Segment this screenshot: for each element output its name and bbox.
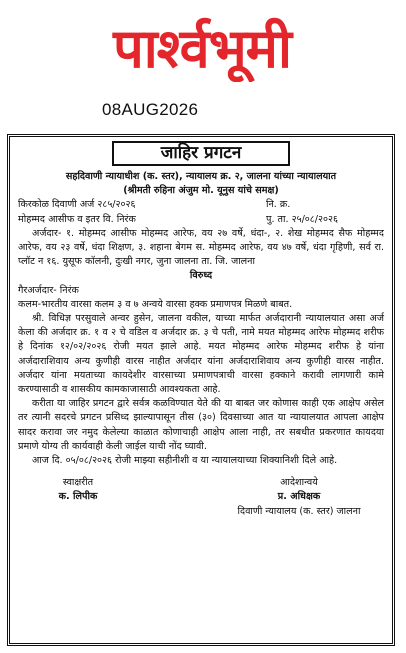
versus: विरुध्द: [189, 270, 213, 282]
section-line: कलम-भारतीय वारसा कलम ३ व ७ अन्वये वारसा हक्क प्रमाणपत्र मिळणे बाबत.: [18, 298, 293, 310]
judge-line: (श्रीमती रुहिना अंजुम मो. यूनुस यांचे समक्ष): [123, 185, 279, 197]
masthead: [0, 0, 406, 130]
newspaper-logo: पार्श्वभूमी: [113, 17, 291, 80]
case-number: किरकोळ दिवाणी अर्ज २८५/२०२६: [18, 199, 136, 211]
paragraph-3: आज दि. ०५/०८/२०२६ रोजी माझ्या सहीनीशी व या न्यायालयाच्या शिक्यानिशी दिले आहे.: [32, 455, 338, 467]
court-office: दिवाणी न्यायालय (क. स्तर) जालना: [237, 505, 361, 517]
respondent: गैरअर्जदार- निरंक: [18, 284, 79, 296]
case-row: [18, 198, 384, 212]
notice-title: जाहिर प्रगटन: [112, 141, 290, 166]
public-notice: [7, 134, 395, 646]
clerk-label: स्वाक्षरीत: [62, 477, 94, 489]
court-line: सहदिवाणी न्यायाधीश (क. स्तर), न्यायालय क्र. २, जालना यांच्या न्यायालयात: [65, 171, 337, 182]
superintendent-name: प्र. अधिक्षक: [277, 491, 321, 503]
clerk-signature: [18, 476, 138, 519]
exhibit-number: नि. क्र.: [266, 199, 291, 211]
signature-block: [18, 476, 384, 519]
parties: मोहम्मद आसीफ व इतर वि. निरंक: [18, 213, 136, 225]
order-label: आदेशान्वये: [280, 477, 318, 489]
clerk-name: क. लिपीक: [58, 491, 98, 503]
publication-date: 08AUG2026: [102, 100, 199, 119]
paragraph-2: करीता या जाहिर प्रगटन द्वारे सर्वत्र कळविण्यात येते की या बाबत जर कोणास काही एक आक्षेप असेल तर त्यानी सदरचे प्रगटन प्रसिध्द झाल्यापासून तीस (३०) दिवसाच्या आत या न्यायालयात आपला आक्षेप सादर करावा जर नमुद केलेल्या काळात कोणाचाही आक्षेप आला नाही, तर सबधीत प्रकरणात कायदया प्रमाणे योग्य ती कार्यवाही केली जाईल याची नोंद घ्यावी.: [18, 398, 384, 452]
superintendent-signature: [214, 476, 384, 519]
applicant-details: अर्जदार- १. मोहम्मद आसीफ मोहम्मद आरेफ, वय २७ वर्षे, धंदा-, २. शेख मोहम्मद सैफ मोहम्मद आरेफ, वय २३ वर्षे, धंदा शिक्षण, ३. शहाना बेगम स. मोहम्मद आरेफ, वय ४७ वर्षे, धंदा गृहिणी, सर्व रा. प्लॉट न १६. युसूफ कॉलनी, दुःखी नगर, जुना जालना ता. जि. जालना: [18, 227, 384, 268]
next-date: पु. ता. २५/०८/२०२६: [266, 213, 338, 225]
paragraph-1: श्री. विधिज्ञ परसुवाले अन्वर हुसेन, जालना वकील, याच्या मार्फत अर्जदारानी न्यायालयात असा अर्ज केला की अर्जदार क्र. १ व २ चे वडिल व अर्जदार क्र. ३ चे पती, नामे मयत मोहम्मद आरेफ मोहम्मद शरीफ हे दिनांक १२/०२/२०२६ रोजी मयत झाले आहे. मयत मोहम्मद आरेफ मोहम्मद शरीफ हे यांना अर्जदाराशिवाय अन्य कुणीही वारस नाहीत अर्जदार यांना अर्जदाराशिवाय अन्य कुणीही वारस नाहीत. अर्जदार यांना मयताच्या कायदेशीर वारसाच्या प्रमाणपत्राची वारसा हक्काने करावी लागणारी कामे करण्यासाठी व शासकीय कामकाजासाठी आवश्यकता आहे.: [18, 313, 384, 396]
parties-row: [18, 213, 384, 227]
